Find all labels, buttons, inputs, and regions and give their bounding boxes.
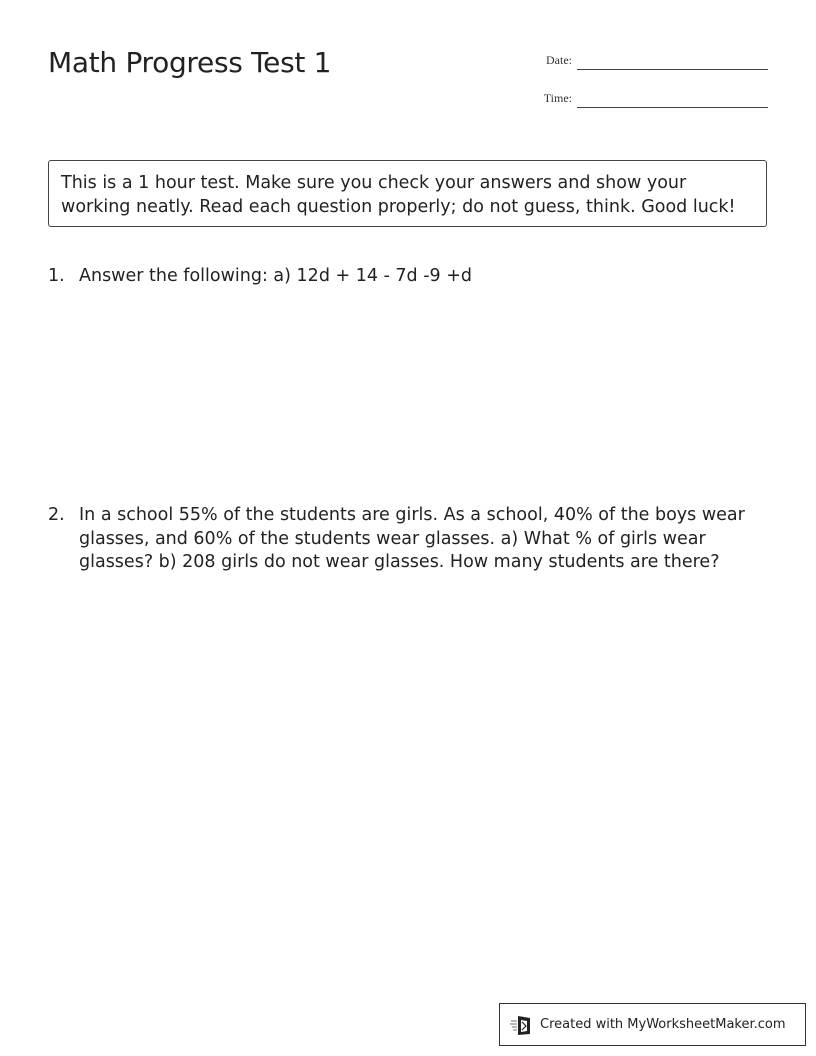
time-label: Time: — [543, 91, 572, 105]
page-title: Math Progress Test 1 — [48, 46, 332, 79]
question-1 — [48, 265, 768, 289]
time-field — [520, 84, 768, 108]
instructions-box: This is a 1 hour test. Make sure you check your answers and show your working neatly. Read each question properly; do not guess, think. Good luck! — [48, 160, 767, 227]
footer-credit-text[interactable]: Created with MyWorksheetMaker.com — [540, 1017, 786, 1032]
question-number: 2. — [48, 505, 65, 525]
question-number: 1. — [48, 266, 65, 286]
question-2 — [48, 504, 768, 575]
date-label: Date: — [546, 53, 572, 67]
date-blank-line — [577, 69, 768, 70]
date-field — [520, 46, 768, 70]
time-blank-line — [577, 107, 768, 108]
question-text: In a school 55% of the students are girls. As a school, 40% of the boys wear glasses, and 60% of the students wear glasses. a) What % of girls wear glasses? b) 208 girls do not wear glasses. How many students are there? — [79, 505, 745, 572]
question-text: Answer the following: a) 12d + 14 - 7d -9 +d — [79, 266, 473, 286]
footer-credit-box[interactable] — [499, 1003, 806, 1046]
worksheet-logo-icon — [510, 1014, 534, 1036]
